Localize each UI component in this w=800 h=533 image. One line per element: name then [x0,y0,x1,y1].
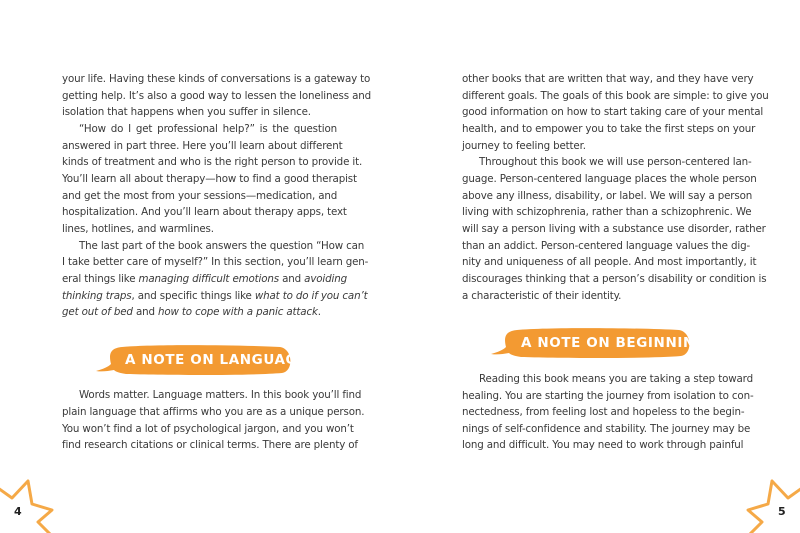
text-line: good information on how to start taking care of your mental [462,106,764,118]
star-burst-icon [0,478,60,533]
text-line: journey to feeling better. [462,140,586,152]
text-span: and [132,306,158,318]
italic-phrase: what to do if you can’t [254,290,368,302]
text-line: Throughout this book we will use person-centered lan- [479,156,752,168]
text-line: plain language that affirms who you are as a unique person. [62,406,365,418]
callout-heading [489,327,717,359]
page-number: 4 [14,505,22,518]
italic-phrase: managing difficult emotions [138,273,279,285]
text-line: “How do I get professional help?” is the question [79,123,337,135]
text-line: Words matter. Language matters. In this book you’ll find [79,389,362,401]
right-page [400,0,800,533]
text-line: and get the most from your sessions—medication, and [62,190,338,202]
text-line: hospitalization. And you’ll learn about therapy apps, text [62,206,347,218]
text-line: healing. You are starting the journey from isolation to con- [462,390,754,402]
text-line: your life. Having these kinds of conversations is a gateway to [62,73,371,85]
text-span: . [317,306,321,318]
text-line: living with schizophrenia, rather than a schizophrenic. We [462,206,752,218]
text-line [62,304,337,321]
text-line: answered in part three. Here you’ll learn about different [62,140,343,152]
text-line: You won’t find a lot of psychological jargon, and you won’t [62,423,354,435]
italic-phrase: how to cope with a panic attack [158,306,318,318]
text-line: other books that are written that way, and they have very [462,73,754,85]
text-line: than an addict. Person-centered language values the dig- [462,240,751,252]
italic-phrase: get out of bed [62,306,133,318]
text-line: nity and uniqueness of all people. And most importantly, it [462,256,757,268]
text-line: lines, hotlines, and warmlines. [62,223,214,235]
text-line: isolation that happens when you suffer in silence. [62,106,311,118]
text-line: health, and to empower you to take the first steps on your [462,123,756,135]
star-burst-icon [740,478,800,533]
text-line: You’ll learn all about therapy—how to find a good therapist [62,173,357,185]
callout-label: A NOTE ON BEGINNINGS [521,335,717,351]
text-line: will say a person living with a substance use disorder, rather [462,223,766,235]
text-line: nectedness, from feeling lost and hopeless to the begin- [462,406,745,418]
callout-label: A NOTE ON LANGUAGE [125,352,308,368]
text-span: and [279,273,305,285]
text-line [62,271,347,288]
page-number: 5 [778,505,786,518]
text-line: getting help. It’s also a good way to lessen the loneliness and [62,90,372,102]
callout-heading [94,344,308,376]
text-line: above any illness, disability, or label. We will say a person [462,190,753,202]
text-line: long and difficult. You may need to work through painful [462,439,744,451]
text-line: Reading this book means you are taking a step toward [479,373,753,385]
text-line: discourages thinking that a person’s disability or condition is [462,273,767,285]
text-line: guage. Person-centered language places the whole person [462,173,757,185]
text-line: a characteristic of their identity. [462,290,622,302]
italic-phrase: avoiding [304,273,347,285]
text-line: find research citations or clinical terms. There are plenty of [62,439,358,451]
text-line: The last part of the book answers the question “How can [79,240,365,252]
text-line: kinds of treatment and who is the right person to provide it. [62,156,363,168]
text-span: eral things like [62,273,139,285]
text-line: nings of self-confidence and stability. The journey may be [462,423,751,435]
italic-phrase: thinking traps [62,290,132,302]
text-span: , and specific things like [131,290,255,302]
text-line: I take better care of myself?” In this section, you’ll learn gen- [62,256,369,268]
text-line: different goals. The goals of this book are simple: to give you [462,90,769,102]
text-line [62,288,368,305]
